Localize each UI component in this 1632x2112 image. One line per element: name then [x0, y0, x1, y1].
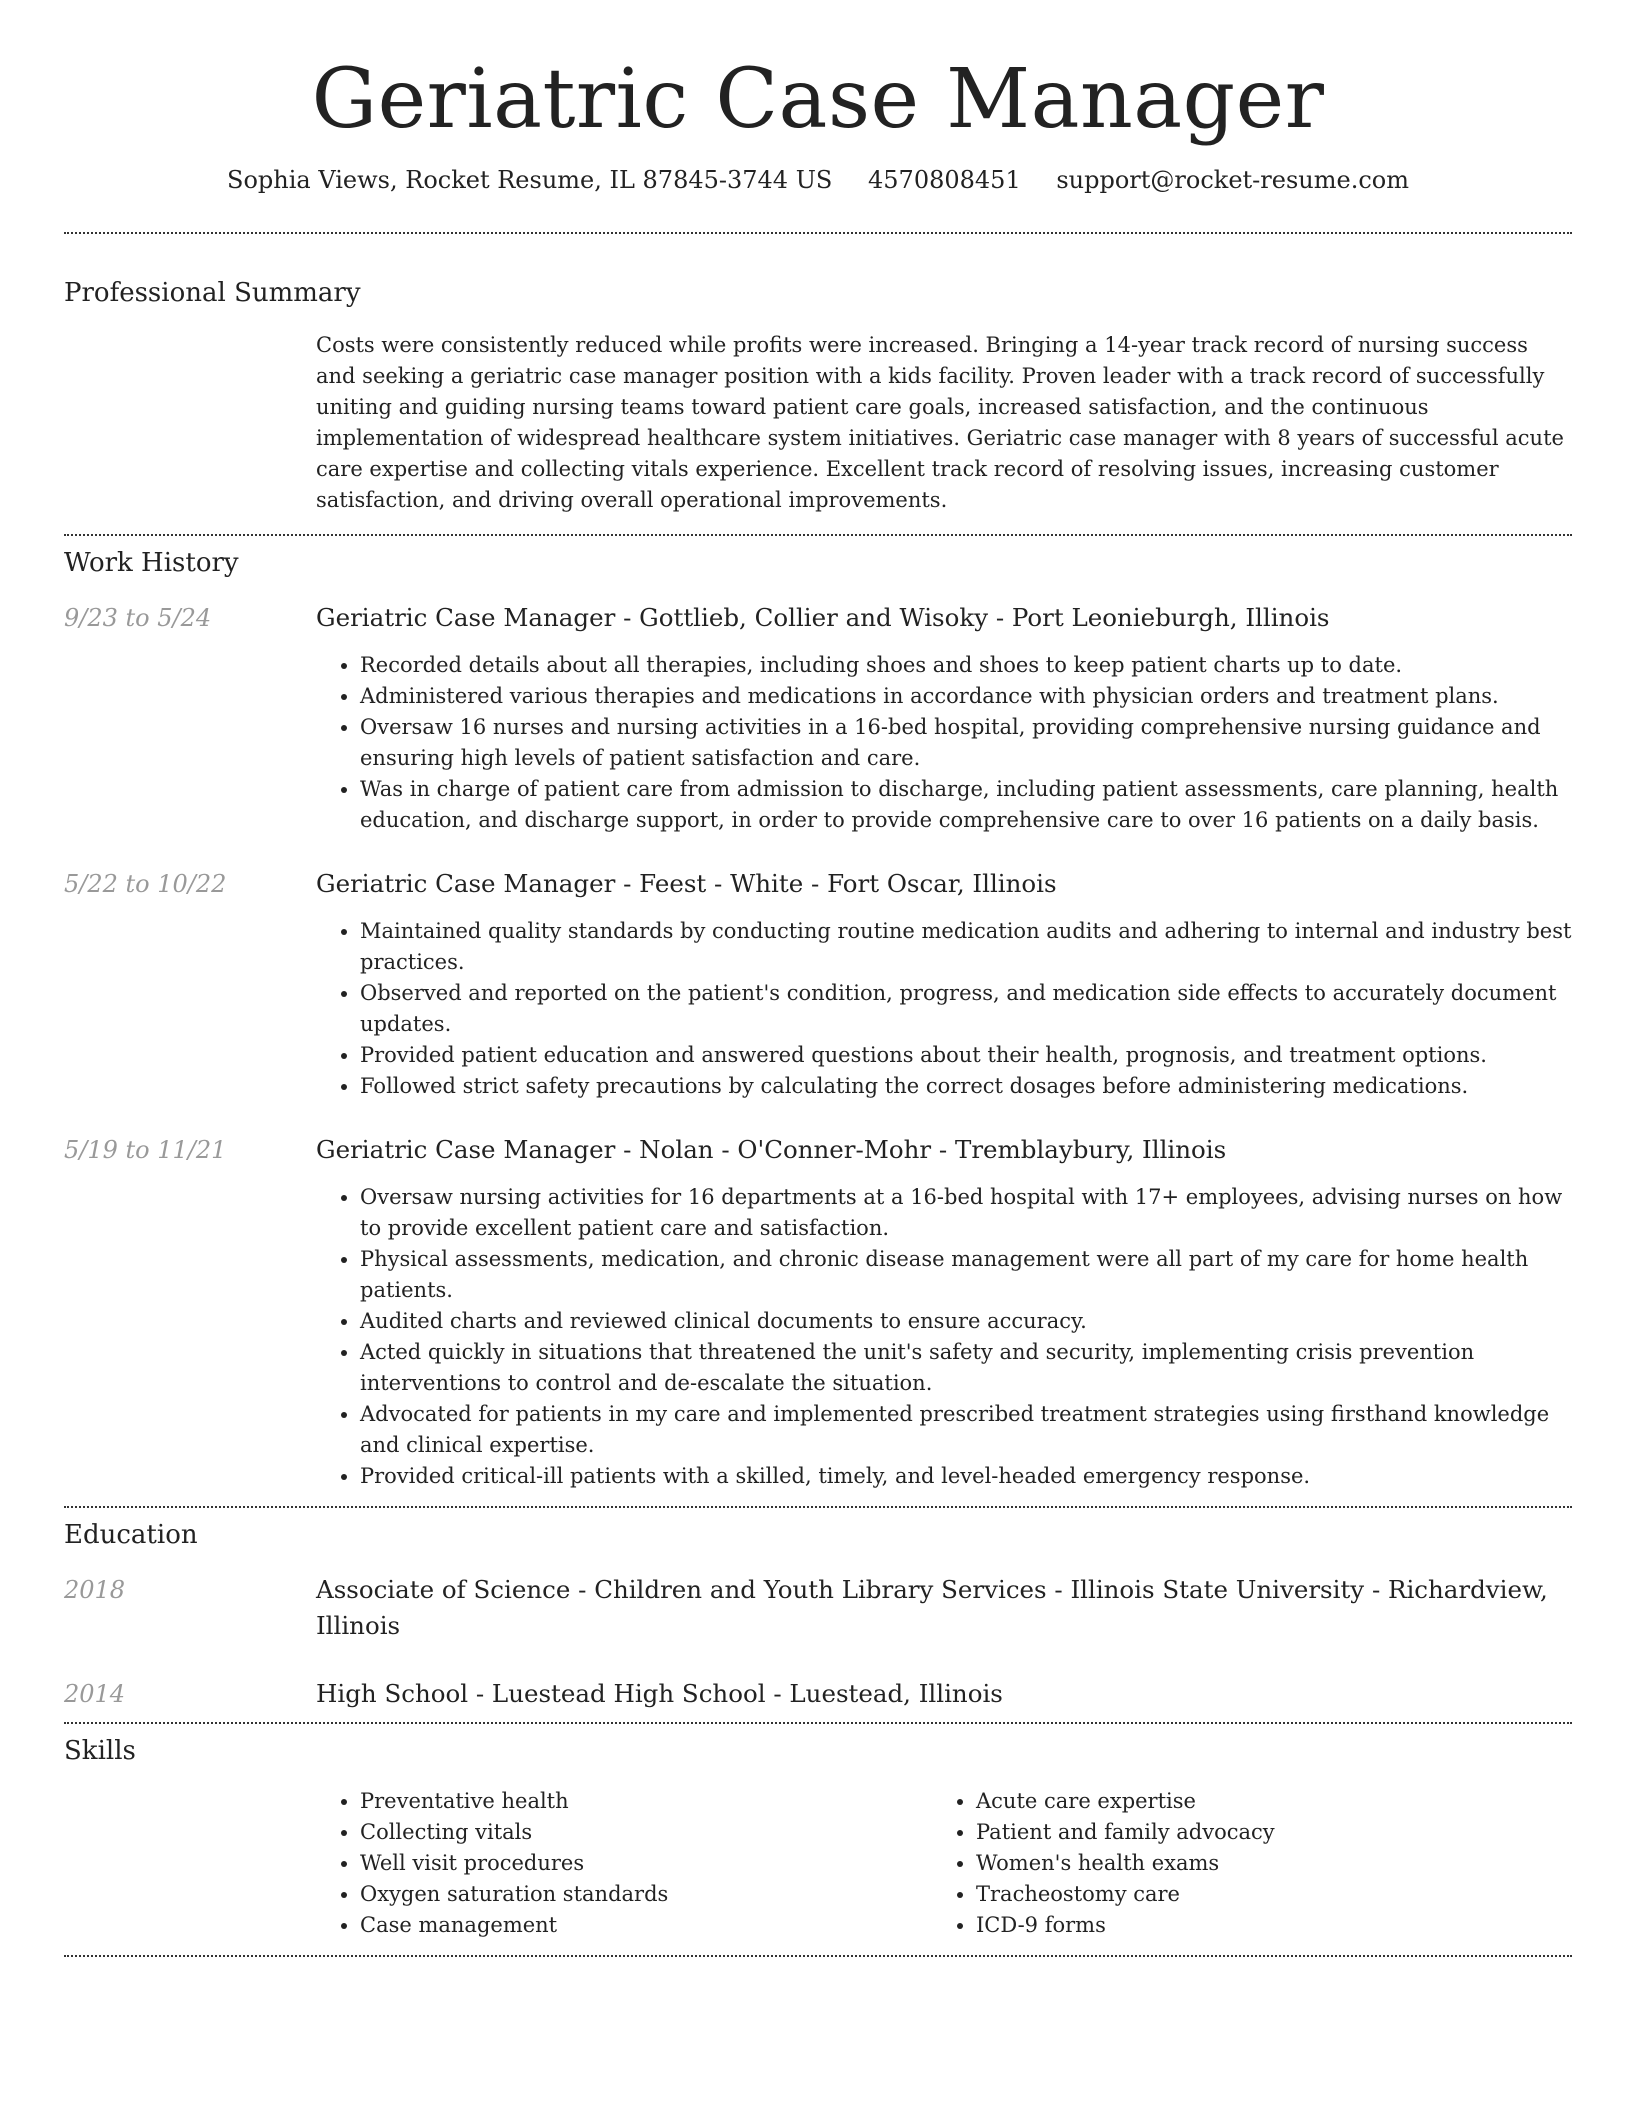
job-heading: Geriatric Case Manager - Feest - White - Fort Oscar, Illinois: [316, 869, 1057, 898]
section-title-work: Work History: [64, 548, 239, 578]
job-bullet: • Observed and reported on the patient's condition, progress, and medication side effects to accurately document updates.: [360, 978, 1572, 1040]
education-year: 2014: [64, 1680, 126, 1708]
contact-phone: 4570808451: [868, 166, 1021, 194]
summary-section: [64, 234, 1572, 516]
job-entry: [64, 600, 1572, 836]
skill-item: • Oxygen saturation standards: [360, 1879, 932, 1910]
skill-item: • Preventative health: [360, 1786, 932, 1817]
job-bullets: [316, 650, 1572, 836]
job-bullets: [316, 1182, 1572, 1492]
skills-list-right: [932, 1786, 1548, 1941]
resume-page: [64, 0, 1572, 1957]
skills-section: [64, 1724, 1572, 1941]
education-degree: Associate of Science: [316, 1575, 571, 1604]
education-heading: [316, 1572, 1572, 1644]
skill-item: • Acute care expertise: [976, 1786, 1548, 1817]
job-bullet: • Maintained quality standards by conducting routine medication audits and adhering to internal and industry best practices.: [360, 916, 1572, 978]
job-bullet: • Provided patient education and answered questions about their health, prognosis, and treatment options.: [360, 1040, 1572, 1071]
skill-item: • Tracheostomy care: [976, 1879, 1548, 1910]
education-degree: High School: [316, 1679, 469, 1708]
job-bullet: • Acted quickly in situations that threatened the unit's safety and security, implementing crisis prevention interventions to control and de-escalate the situation.: [360, 1337, 1572, 1399]
job-bullet: • Administered various therapies and medications in accordance with physician orders and treatment plans.: [360, 681, 1572, 712]
job-dates: 5/19 to 11/21: [64, 1136, 227, 1164]
summary-text: Costs were consistently reduced while profits were increased. Bringing a 14-year track record of nursing success and seeking a geriatric case manager position with a kids facility. Proven leader with a track record of successfully uniting and guiding nursing teams toward patient care goals, increased satisfaction, and the continuous implementation of widespread healthcare system initiatives. Geriatric case manager with 8 years of successful acute care expertise and collecting vitals experience. Excellent track record of resolving issues, increasing customer satisfaction, and driving overall operational improvements.: [316, 333, 1564, 512]
skill-item: • ICD-9 forms: [976, 1910, 1548, 1941]
section-title-education: Education: [64, 1520, 198, 1550]
contact-address: Sophia Views, Rocket Resume, IL 87845-3744 US: [227, 166, 833, 194]
education-details: - Luestead High School - Luestead, Illinois: [468, 1679, 1003, 1708]
job-dates: 9/23 to 5/24: [64, 604, 212, 632]
education-heading: [316, 1676, 1572, 1712]
education-section: [64, 1508, 1572, 1712]
job-bullets: [316, 916, 1572, 1102]
skill-item: • Well visit procedures: [360, 1848, 932, 1879]
skill-item: • Collecting vitals: [360, 1817, 932, 1848]
job-bullet: • Oversaw 16 nurses and nursing activities in a 16-bed hospital, providing comprehensive nursing guidance and ensuring high levels of patient satisfaction and care.: [360, 712, 1572, 774]
education-entry: [64, 1676, 1572, 1712]
job-bullet: • Was in charge of patient care from admission to discharge, including patient assessments, care planning, health education, and discharge support, in order to provide comprehensive care to over 16 patients on a daily basis.: [360, 774, 1572, 836]
job-bullet: • Followed strict safety precautions by calculating the correct dosages before administering medications.: [360, 1071, 1572, 1102]
contact-email: support@rocket-resume.com: [1056, 166, 1409, 194]
skills-list-left: [316, 1786, 932, 1941]
work-history-section: [64, 536, 1572, 1492]
job-bullet: • Provided critical-ill patients with a skilled, timely, and level-headed emergency response.: [360, 1461, 1572, 1492]
job-entry: [64, 866, 1572, 1102]
contact-line: [64, 164, 1572, 196]
job-bullet: • Physical assessments, medication, and chronic disease management were all part of my care for home health patients.: [360, 1244, 1572, 1306]
job-bullet: • Audited charts and reviewed clinical documents to ensure accuracy.: [360, 1306, 1572, 1337]
education-year: 2018: [64, 1576, 126, 1604]
section-title-summary: Professional Summary: [64, 278, 361, 308]
candidate-name: Geriatric Case Manager: [311, 52, 1325, 147]
skill-item: • Case management: [360, 1910, 932, 1941]
divider: [64, 1955, 1572, 1957]
job-bullet: • Oversaw nursing activities for 16 departments at a 16-bed hospital with 17+ employees, advising nurses on how to provide excellent patient care and satisfaction.: [360, 1182, 1572, 1244]
education-details: - Children and Youth Library Services - Illinois State University - Richardview, Illinois: [316, 1575, 1548, 1640]
education-entry: [64, 1572, 1572, 1644]
job-heading: Geriatric Case Manager - Nolan - O'Conner-Mohr - Tremblaybury, Illinois: [316, 1135, 1227, 1164]
job-bullet: • Advocated for patients in my care and implemented prescribed treatment strategies using firsthand knowledge and clinical expertise.: [360, 1399, 1572, 1461]
job-heading: Geriatric Case Manager - Gottlieb, Collier and Wisoky - Port Leonieburgh, Illinois: [316, 603, 1330, 632]
job-entry: [64, 1132, 1572, 1492]
job-dates: 5/22 to 10/22: [64, 870, 227, 898]
section-title-skills: Skills: [64, 1736, 136, 1766]
job-bullet: • Recorded details about all therapies, including shoes and shoes to keep patient charts up to date.: [360, 650, 1572, 681]
skill-item: • Patient and family advocacy: [976, 1817, 1548, 1848]
skill-item: • Women's health exams: [976, 1848, 1548, 1879]
